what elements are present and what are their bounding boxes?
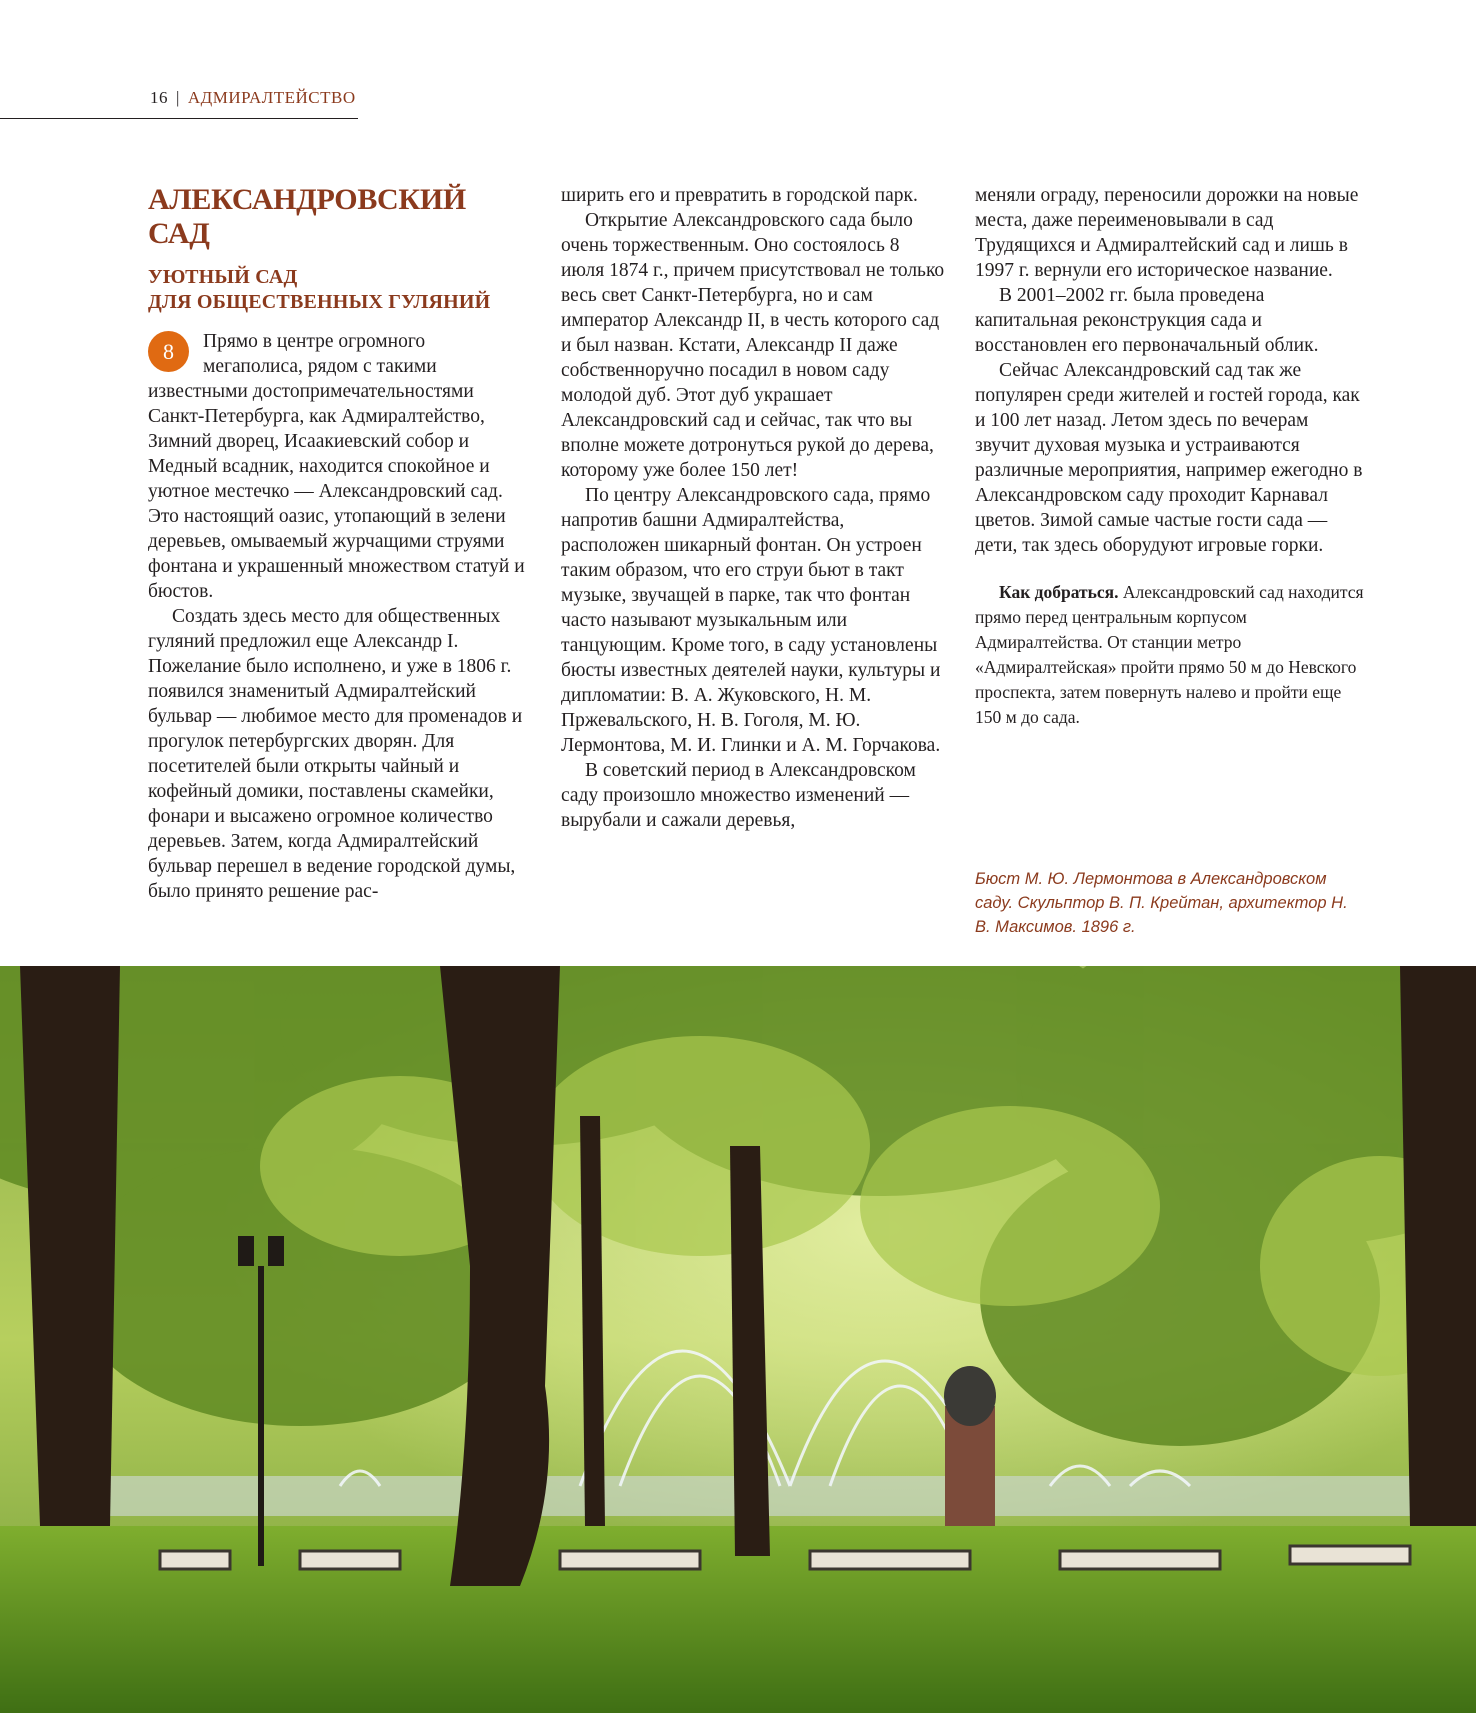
- subtitle-line-1: УЮТНЫЙ САД: [148, 266, 298, 288]
- running-header-text: [150, 88, 356, 108]
- paragraph: Создать здесь место для общественных гуляний предложил еще Александр I. Пожелание было исполнено, и уже в 1806 г. появился знаменитый Адмиралтейский бульвар — любимое место для променадов и прогулок петербургских дворян. Для посетителей были открыты чайный и кофейный домики, поставлены скамейки, фонари и высажено огромное количество деревьев. Затем, когда Адмиралтейский бульвар перешел в ведение городской думы, было принято решение рас-: [148, 606, 523, 902]
- map-marker-badge: 8: [148, 331, 189, 372]
- page-number: 16: [150, 88, 168, 107]
- subtitle-line-2: ДЛЯ ОБЩЕСТВЕННЫХ ГУЛЯНИЙ: [148, 291, 491, 313]
- paragraph: В советский период в Александровском саду произошло множество изменений — вырубали и сажали деревья,: [561, 760, 916, 831]
- column-2: [561, 183, 946, 833]
- paragraph: Открытие Александровского сада было очень торжественным. Оно состоялось 8 июля 1874 г., причем присутствовал не только весь свет Санкт-Петербурга, но и сам император Александр II, в честь которого сад и был назван. Кстати, Александр II даже собственноручно посадил в новом саду молодой дуб. Этот дуб украшает Александровский сад и сейчас, так что вы вполне можете дотронуться рукой до дерева, которому уже более 150 лет!: [561, 210, 945, 481]
- paragraph: Сейчас Александровский сад так же популярен среди жителей и гостей города, как и 100 лет назад. Летом здесь по вечерам звучит духовая музыка и устраиваются различные мероприятия, например ежегодно в Александровском саду проходит Карнавал цветов. Зимой самые частые гости сада — дети, так здесь оборудуют игровые горки.: [975, 360, 1363, 556]
- header-separator: |: [176, 88, 180, 107]
- section-name: АДМИРАЛТЕЙСТВО: [187, 88, 356, 107]
- paragraph: меняли ограду, переносили дорожки на новые места, даже переименовывали в сад Трудящихся и Адмиралтейский сад и лишь в 1997 г. вернули его историческое название.: [975, 185, 1359, 281]
- running-header: [0, 84, 358, 119]
- paragraph: [148, 329, 526, 604]
- paragraph: ширить его и превратить в городской парк.: [561, 185, 918, 206]
- photo-caption: Бюст М. Ю. Лермонтова в Александровском саду. Скульптор В. П. Крейтан, архитектор Н. В. Максимов. 1896 г.: [975, 870, 1348, 936]
- paragraph: По центру Александровского сада, прямо напротив башни Адмиралтейства, расположен шикарный фонтан. Он устроен таким образом, что его струи бьют в такт музыке, звучащей в парке, так что фонтан часто называют музыкальным или танцующим. Кроме того, в саду установлены бюсты известных деятелей науки, культуры и дипломатии: В. А. Жуковского, Н. М. Пржевальского, Н. В. Гоголя, М. Ю. Лермонтова, М. И. Глинки и А. М. Горчакова.: [561, 485, 941, 756]
- article-title: АЛЕКСАНДРОВСКИЙ САД: [148, 183, 466, 250]
- column-1: [148, 183, 526, 904]
- article-subtitle: [148, 265, 526, 315]
- how-to-get-there-label: Как добраться.: [999, 582, 1119, 602]
- column-3: [975, 183, 1365, 730]
- paragraph: В 2001–2002 гг. была проведена капитальная реконструкция сада и восстановлен его первоначальный облик.: [975, 285, 1319, 356]
- park-photo-illustration: [0, 966, 1476, 1713]
- how-to-get-there-text: Александровский сад находится прямо перед центральным корпусом Адмиралтейства. От станции метро «Адмиралтейская» пройти прямо 50 м до Невского проспекта, затем повернуть налево и пройти еще 150 м до сада.: [975, 582, 1364, 727]
- paragraph-text: Прямо в центре огромного мегаполиса, рядом с такими известными достопримечательностями Санкт-Петербурга, как Адмиралтейство, Зимний дворец, Исаакиевский собор и Медный всадник, находится спокойное и уютное местечко — Александровский сад. Это настоящий оазис, утопающий в зелени деревьев, омываемый журчащими струями фонтана и украшенный множеством статуй и бюстов.: [148, 331, 525, 602]
- how-to-get-there: [975, 580, 1365, 730]
- park-photo: [0, 966, 1476, 1713]
